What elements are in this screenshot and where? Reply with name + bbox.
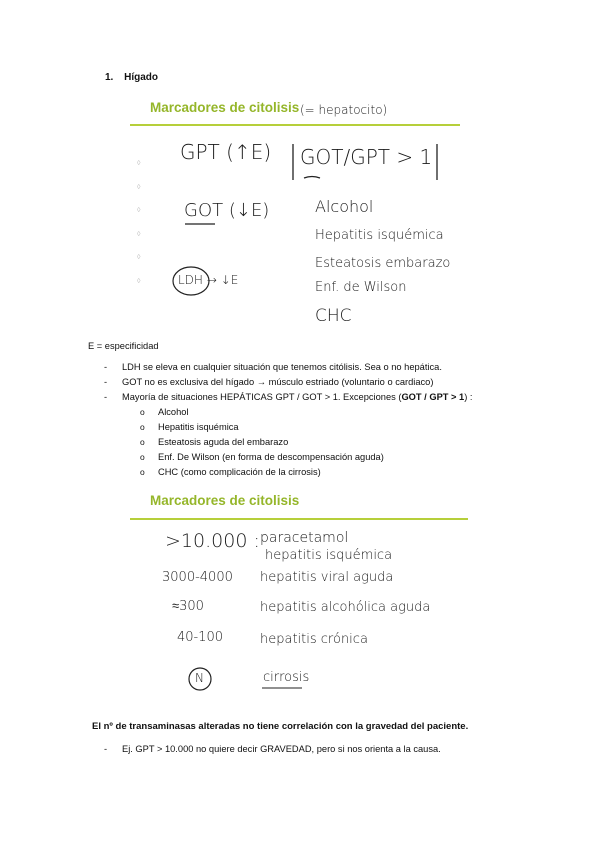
fig1-got-underline	[185, 222, 215, 226]
figure2-title: Marcadores de citolisis	[150, 493, 300, 508]
fig1-hep-isq: Hepatitis isquémica	[315, 228, 444, 243]
example-item: - Ej. GPT > 10.000 no quiere decir GRAVEDAD, pero si nos orienta a la causa.	[104, 744, 441, 754]
section-title: Hígado	[124, 72, 159, 83]
sub-bullet-item: o Esteatosis aguda del embarazo	[140, 437, 289, 447]
sub-bullet-item: o Alcohol	[140, 407, 189, 417]
fig1-chc: CHC	[315, 306, 352, 326]
fig2-cause-4: hepatitis alcohólica aguda	[260, 600, 431, 615]
figure1-note: (= hepatocito)	[300, 103, 388, 117]
fig2-cause-3: hepatitis viral aguda	[260, 570, 394, 585]
fig2-value-4: ≈300	[172, 599, 204, 614]
sub-bullet-item: o Enf. De Wilson (en forma de descompensación aguda)	[140, 452, 384, 462]
fig2-cause-6: cirrosis	[263, 670, 310, 685]
bullet-item: - Mayoría de situaciones HEPÁTICAS GPT / GOT > 1. Excepciones (GOT / GPT > 1) :	[104, 392, 473, 402]
figure1-title: Marcadores de citolisis	[150, 100, 300, 115]
bullet-item: - GOT no es exclusiva del hígado → músculo estriado (voluntario o cardiaco)	[104, 377, 434, 387]
sub-bullet-item: o Hepatitis isquémica	[140, 422, 239, 432]
fig1-ratio: GOT/GPT > 1	[300, 145, 433, 169]
fig1-esteatosis: Esteatosis embarazo	[315, 256, 451, 271]
bullet-list	[104, 360, 522, 405]
section-heading	[105, 72, 158, 83]
sub-bullet-item: o CHC (como complicación de la cirrosis)	[140, 467, 321, 477]
fig2-value-1: >10.000 :	[165, 530, 260, 552]
sub-bullet-list	[140, 405, 518, 480]
figure2-rule	[130, 518, 468, 520]
fig2-value-5: 40-100	[177, 630, 224, 645]
figure1-rule	[130, 124, 460, 126]
fig2-cirrosis-underline	[262, 686, 302, 690]
example-list	[104, 742, 542, 757]
conclusion-text: El nº de transaminasas alteradas no tiene correlación con la gravedad del paciente.	[92, 721, 469, 732]
fig1-got: GOT (↓E)	[184, 200, 270, 221]
fig1-gpt: GPT (↑E)	[180, 140, 272, 164]
fig2-value-3: 3000-4000	[162, 570, 233, 585]
section-number: 1.	[105, 72, 114, 83]
fig1-wilson: Enf. de Wilson	[315, 280, 407, 295]
fig2-cause-2: hepatitis isquémica	[265, 548, 393, 563]
fig1-ldh: LDH → ↓E	[178, 273, 239, 287]
figure1-margin-marks: ◊ ◊ ◊ ◊ ◊ ◊	[137, 160, 141, 285]
fig2-value-6: N	[195, 671, 204, 685]
fig1-alcohol: Alcohol	[315, 197, 374, 216]
bullet-item: - LDH se eleva en cualquier situación que tenemos citólisis. Sea o no hepática.	[104, 362, 442, 372]
fig2-cause-5: hepatitis crónica	[260, 632, 368, 647]
legend-text: E = especificidad	[88, 341, 159, 351]
fig2-cause-1: paracetamol	[260, 530, 349, 546]
